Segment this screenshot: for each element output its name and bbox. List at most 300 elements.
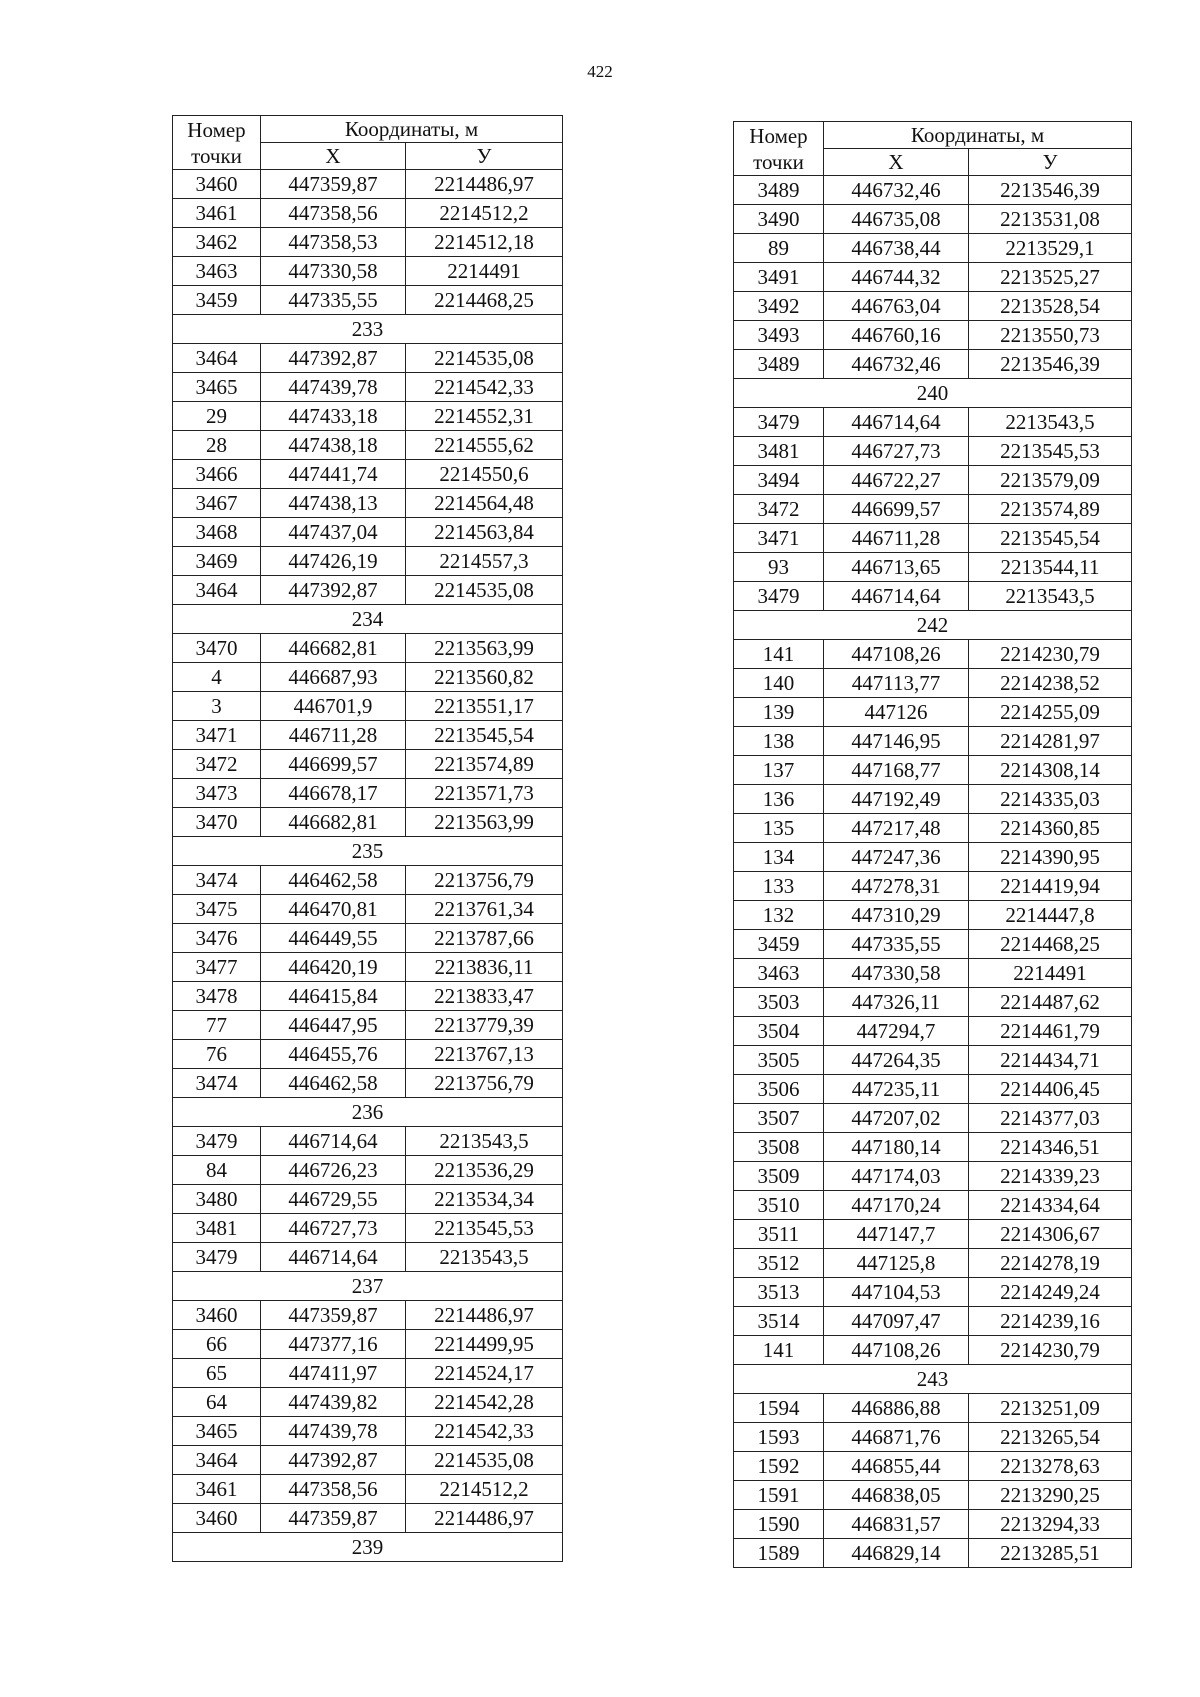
y-coordinate-cell: 2213571,73	[406, 779, 563, 808]
x-coordinate-cell: 447326,11	[824, 988, 969, 1017]
table-row	[734, 1075, 1132, 1104]
y-coordinate-cell: 2214512,18	[406, 228, 563, 257]
point-number-cell: 3474	[173, 866, 261, 895]
table-row	[734, 785, 1132, 814]
x-coordinate-cell: 447392,87	[261, 576, 406, 605]
x-coordinate-cell: 447358,53	[261, 228, 406, 257]
section-row	[173, 1272, 563, 1301]
x-coordinate-cell: 447108,26	[824, 1336, 969, 1365]
x-coordinate-cell: 446714,64	[824, 582, 969, 611]
y-coordinate-cell: 2214377,03	[969, 1104, 1132, 1133]
y-coordinate-cell: 2214550,6	[406, 460, 563, 489]
coordinates-table-left	[172, 115, 563, 1562]
y-coordinate-cell: 2214491	[406, 257, 563, 286]
page-number: 422	[587, 62, 613, 81]
x-coordinate-cell: 446726,23	[261, 1156, 406, 1185]
x-coordinate-cell: 447126	[824, 698, 969, 727]
point-number-cell: 3489	[734, 176, 824, 205]
x-coordinate-cell: 447192,49	[824, 785, 969, 814]
x-coordinate-cell: 447358,56	[261, 1475, 406, 1504]
y-coordinate-cell: 2214461,79	[969, 1017, 1132, 1046]
table-row	[734, 553, 1132, 582]
point-number-cell: 64	[173, 1388, 261, 1417]
point-number-cell: 132	[734, 901, 824, 930]
y-coordinate-cell: 2213756,79	[406, 866, 563, 895]
table-row	[173, 692, 563, 721]
x-coordinate-cell: 447294,7	[824, 1017, 969, 1046]
x-coordinate-cell: 446722,27	[824, 466, 969, 495]
table-row	[734, 1539, 1132, 1568]
point-number-cell: 136	[734, 785, 824, 814]
section-row	[173, 1533, 563, 1562]
y-coordinate-cell: 2213836,11	[406, 953, 563, 982]
y-coordinate-cell: 2214535,08	[406, 576, 563, 605]
y-coordinate-cell: 2214499,95	[406, 1330, 563, 1359]
table-row	[173, 344, 563, 373]
point-number-cell: 3463	[734, 959, 824, 988]
y-coordinate-cell: 2214346,51	[969, 1133, 1132, 1162]
y-coordinate-cell: 2213534,34	[406, 1185, 563, 1214]
y-coordinate-cell: 2214335,03	[969, 785, 1132, 814]
table-row	[173, 1504, 563, 1533]
x-coordinate-cell: 446744,32	[824, 263, 969, 292]
point-number-cell: 3504	[734, 1017, 824, 1046]
point-number-cell: 3471	[173, 721, 261, 750]
table-row	[734, 292, 1132, 321]
table-row	[734, 263, 1132, 292]
point-number-cell: 29	[173, 402, 261, 431]
y-coordinate-cell: 2213544,11	[969, 553, 1132, 582]
x-coordinate-cell: 447392,87	[261, 1446, 406, 1475]
table-row	[173, 924, 563, 953]
y-coordinate-cell: 2213833,47	[406, 982, 563, 1011]
table-row	[734, 669, 1132, 698]
point-number-cell: 3465	[173, 1417, 261, 1446]
section-row	[734, 611, 1132, 640]
point-number-cell: 3489	[734, 350, 824, 379]
x-coordinate-cell: 447108,26	[824, 640, 969, 669]
table-row	[173, 576, 563, 605]
table-row	[734, 1104, 1132, 1133]
table-row	[173, 1301, 563, 1330]
x-coordinate-cell: 447310,29	[824, 901, 969, 930]
y-column-header: У	[969, 149, 1132, 176]
section-number: 239	[173, 1533, 563, 1562]
table-row	[173, 1446, 563, 1475]
y-coordinate-cell: 2213525,27	[969, 263, 1132, 292]
x-coordinate-cell: 446701,9	[261, 692, 406, 721]
y-coordinate-cell: 2214360,85	[969, 814, 1132, 843]
table-row	[734, 1220, 1132, 1249]
x-coordinate-cell: 447235,11	[824, 1075, 969, 1104]
section-number: 234	[173, 605, 563, 634]
y-coordinate-cell: 2214552,31	[406, 402, 563, 431]
table-row	[734, 814, 1132, 843]
y-coordinate-cell: 2214468,25	[406, 286, 563, 315]
table-row	[173, 808, 563, 837]
point-number-cell: 3460	[173, 1504, 261, 1533]
point-number-cell: 89	[734, 234, 824, 263]
x-coordinate-cell: 446682,81	[261, 808, 406, 837]
x-coordinate-cell: 447180,14	[824, 1133, 969, 1162]
y-coordinate-cell: 2214535,08	[406, 1446, 563, 1475]
table-row	[734, 843, 1132, 872]
table-row	[734, 582, 1132, 611]
y-coordinate-cell: 2214230,79	[969, 640, 1132, 669]
y-coordinate-cell: 2213543,5	[969, 408, 1132, 437]
point-number-cell: 3472	[173, 750, 261, 779]
table-row	[734, 1307, 1132, 1336]
y-coordinate-cell: 2213574,89	[969, 495, 1132, 524]
table-row	[173, 663, 563, 692]
point-number-cell: 140	[734, 669, 824, 698]
x-coordinate-cell: 446713,65	[824, 553, 969, 582]
x-coordinate-cell: 446763,04	[824, 292, 969, 321]
x-coordinate-cell: 446760,16	[824, 321, 969, 350]
point-number-cell: 3513	[734, 1278, 824, 1307]
table-row	[173, 895, 563, 924]
point-number-cell: 84	[173, 1156, 261, 1185]
point-number-cell: 3490	[734, 205, 824, 234]
y-coordinate-cell: 2213563,99	[406, 634, 563, 663]
y-coordinate-cell: 2214563,84	[406, 518, 563, 547]
y-coordinate-cell: 2214535,08	[406, 344, 563, 373]
table-row	[173, 1214, 563, 1243]
y-coordinate-cell: 2213529,1	[969, 234, 1132, 263]
y-coordinate-cell: 2213563,99	[406, 808, 563, 837]
section-number: 237	[173, 1272, 563, 1301]
table-row	[734, 1278, 1132, 1307]
coordinates-table-right	[733, 121, 1132, 1568]
point-number-cell: 3470	[173, 808, 261, 837]
x-coordinate-cell: 446714,64	[261, 1243, 406, 1272]
point-number-cell: 3491	[734, 263, 824, 292]
x-coordinate-cell: 447147,7	[824, 1220, 969, 1249]
point-number-cell: 141	[734, 640, 824, 669]
table-row	[173, 518, 563, 547]
x-coordinate-cell: 446727,73	[824, 437, 969, 466]
x-coordinate-cell: 447097,47	[824, 1307, 969, 1336]
x-coordinate-cell: 446735,08	[824, 205, 969, 234]
y-coordinate-cell: 2214239,16	[969, 1307, 1132, 1336]
x-coordinate-cell: 447441,74	[261, 460, 406, 489]
y-coordinate-cell: 2214542,33	[406, 1417, 563, 1446]
table-row	[734, 959, 1132, 988]
point-number-cell: 3507	[734, 1104, 824, 1133]
section-row	[734, 379, 1132, 408]
point-number-cell: 3511	[734, 1220, 824, 1249]
y-coordinate-cell: 2213290,25	[969, 1481, 1132, 1510]
point-number-cell: 3461	[173, 1475, 261, 1504]
point-number-cell: 3506	[734, 1075, 824, 1104]
point-number-cell: 3505	[734, 1046, 824, 1075]
table-row	[734, 321, 1132, 350]
x-coordinate-cell: 446687,93	[261, 663, 406, 692]
point-number-cell: 137	[734, 756, 824, 785]
table-row	[173, 199, 563, 228]
point-number-cell: 3472	[734, 495, 824, 524]
y-coordinate-cell: 2213551,17	[406, 692, 563, 721]
x-column-header: X	[824, 149, 969, 176]
table-row	[173, 170, 563, 199]
table-row	[173, 1040, 563, 1069]
x-coordinate-cell: 446831,57	[824, 1510, 969, 1539]
point-number-cell: 133	[734, 872, 824, 901]
point-number-cell: 3466	[173, 460, 261, 489]
point-number-cell: 3508	[734, 1133, 824, 1162]
x-coordinate-cell: 446714,64	[261, 1127, 406, 1156]
x-coordinate-cell: 447411,97	[261, 1359, 406, 1388]
y-coordinate-cell: 2214255,09	[969, 698, 1132, 727]
point-number-cell: 3503	[734, 988, 824, 1017]
y-coordinate-cell: 2214512,2	[406, 199, 563, 228]
point-number-cell: 3479	[734, 582, 824, 611]
point-number-cell: 1594	[734, 1394, 824, 1423]
table-row	[734, 1133, 1132, 1162]
section-row	[734, 1365, 1132, 1394]
y-coordinate-cell: 2213543,5	[406, 1243, 563, 1272]
x-coordinate-cell: 446678,17	[261, 779, 406, 808]
point-number-cell: 135	[734, 814, 824, 843]
y-coordinate-cell: 2214486,97	[406, 1301, 563, 1330]
y-coordinate-cell: 2214334,64	[969, 1191, 1132, 1220]
table-row	[173, 1417, 563, 1446]
y-coordinate-cell: 2214419,94	[969, 872, 1132, 901]
point-number-cell: 3471	[734, 524, 824, 553]
y-column-header: У	[406, 143, 563, 170]
table-row	[173, 547, 563, 576]
x-coordinate-cell: 446699,57	[261, 750, 406, 779]
section-row	[173, 605, 563, 634]
point-number-header: Номер точки	[173, 116, 261, 170]
x-coordinate-cell: 447437,04	[261, 518, 406, 547]
y-coordinate-cell: 2214281,97	[969, 727, 1132, 756]
table-row	[173, 286, 563, 315]
y-coordinate-cell: 2214542,28	[406, 1388, 563, 1417]
x-coordinate-cell: 446447,95	[261, 1011, 406, 1040]
point-number-cell: 3459	[173, 286, 261, 315]
y-coordinate-cell: 2214434,71	[969, 1046, 1132, 1075]
table-row	[173, 953, 563, 982]
x-coordinate-cell: 446871,76	[824, 1423, 969, 1452]
y-coordinate-cell: 2213767,13	[406, 1040, 563, 1069]
x-coordinate-cell: 447217,48	[824, 814, 969, 843]
x-coordinate-cell: 446714,64	[824, 408, 969, 437]
point-number-cell: 3469	[173, 547, 261, 576]
point-number-cell: 3460	[173, 1301, 261, 1330]
x-coordinate-cell: 447146,95	[824, 727, 969, 756]
point-number-cell: 1590	[734, 1510, 824, 1539]
table-row	[173, 1330, 563, 1359]
x-coordinate-cell: 447359,87	[261, 1301, 406, 1330]
y-coordinate-cell: 2213550,73	[969, 321, 1132, 350]
table-row	[173, 402, 563, 431]
point-number-cell: 3514	[734, 1307, 824, 1336]
y-coordinate-cell: 2213779,39	[406, 1011, 563, 1040]
y-coordinate-cell: 2214491	[969, 959, 1132, 988]
x-coordinate-cell: 447439,78	[261, 373, 406, 402]
table-row	[734, 1046, 1132, 1075]
y-coordinate-cell: 2213545,53	[969, 437, 1132, 466]
x-coordinate-cell: 447439,82	[261, 1388, 406, 1417]
section-number: 242	[734, 611, 1132, 640]
point-number-cell: 3459	[734, 930, 824, 959]
y-coordinate-cell: 2213574,89	[406, 750, 563, 779]
point-number-cell: 3463	[173, 257, 261, 286]
x-coordinate-cell: 446732,46	[824, 350, 969, 379]
table-row	[173, 779, 563, 808]
coordinates-header: Координаты, м	[261, 116, 563, 143]
y-coordinate-cell: 2214390,95	[969, 843, 1132, 872]
x-coordinate-cell: 447125,8	[824, 1249, 969, 1278]
point-number-cell: 4	[173, 663, 261, 692]
section-row	[173, 1098, 563, 1127]
table-row	[173, 1185, 563, 1214]
point-number-cell: 3479	[173, 1127, 261, 1156]
y-coordinate-cell: 2214486,97	[406, 1504, 563, 1533]
y-coordinate-cell: 2213545,54	[969, 524, 1132, 553]
point-number-cell: 65	[173, 1359, 261, 1388]
table-row	[734, 988, 1132, 1017]
table-row	[734, 350, 1132, 379]
y-coordinate-cell: 2214524,17	[406, 1359, 563, 1388]
y-coordinate-cell: 2214542,33	[406, 373, 563, 402]
table-row	[734, 1510, 1132, 1539]
x-coordinate-cell: 447433,18	[261, 402, 406, 431]
table-row	[734, 1191, 1132, 1220]
point-number-cell: 3510	[734, 1191, 824, 1220]
table-row	[734, 901, 1132, 930]
table-row	[173, 866, 563, 895]
point-number-cell: 28	[173, 431, 261, 460]
y-coordinate-cell: 2213543,5	[406, 1127, 563, 1156]
y-coordinate-cell: 2214564,48	[406, 489, 563, 518]
y-coordinate-cell: 2213560,82	[406, 663, 563, 692]
section-number: 233	[173, 315, 563, 344]
point-number-cell: 3473	[173, 779, 261, 808]
point-number-cell: 77	[173, 1011, 261, 1040]
x-coordinate-cell: 446462,58	[261, 1069, 406, 1098]
point-number-cell: 139	[734, 698, 824, 727]
table-row	[734, 872, 1132, 901]
point-number-cell: 3509	[734, 1162, 824, 1191]
point-number-cell: 3464	[173, 1446, 261, 1475]
table-row	[734, 234, 1132, 263]
x-coordinate-cell: 446470,81	[261, 895, 406, 924]
table-row	[734, 1481, 1132, 1510]
section-number: 235	[173, 837, 563, 866]
y-coordinate-cell: 2214238,52	[969, 669, 1132, 698]
point-number-cell: 141	[734, 1336, 824, 1365]
table-row	[734, 1423, 1132, 1452]
y-coordinate-cell: 2213545,53	[406, 1214, 563, 1243]
table-row	[734, 176, 1132, 205]
table-row	[173, 373, 563, 402]
x-coordinate-cell: 446727,73	[261, 1214, 406, 1243]
x-coordinate-cell: 446455,76	[261, 1040, 406, 1069]
point-number-cell: 66	[173, 1330, 261, 1359]
y-coordinate-cell: 2214468,25	[969, 930, 1132, 959]
x-coordinate-cell: 447278,31	[824, 872, 969, 901]
y-coordinate-cell: 2213787,66	[406, 924, 563, 953]
y-coordinate-cell: 2214406,45	[969, 1075, 1132, 1104]
x-coordinate-cell: 447377,16	[261, 1330, 406, 1359]
y-coordinate-cell: 2214512,2	[406, 1475, 563, 1504]
y-coordinate-cell: 2213536,29	[406, 1156, 563, 1185]
x-coordinate-cell: 447170,24	[824, 1191, 969, 1220]
x-coordinate-cell: 446829,14	[824, 1539, 969, 1568]
table-row	[734, 727, 1132, 756]
x-coordinate-cell: 447104,53	[824, 1278, 969, 1307]
table-row	[173, 257, 563, 286]
table-row	[173, 634, 563, 663]
x-coordinate-cell: 447426,19	[261, 547, 406, 576]
table-row	[173, 489, 563, 518]
point-number-cell: 3474	[173, 1069, 261, 1098]
point-number-cell: 1592	[734, 1452, 824, 1481]
x-coordinate-cell: 447207,02	[824, 1104, 969, 1133]
table-row	[173, 721, 563, 750]
section-number: 240	[734, 379, 1132, 408]
point-number-cell: 3476	[173, 924, 261, 953]
table-row	[734, 756, 1132, 785]
table-row	[734, 1336, 1132, 1365]
point-number-cell: 3470	[173, 634, 261, 663]
table-row	[173, 1156, 563, 1185]
table-row	[173, 750, 563, 779]
x-coordinate-cell: 447392,87	[261, 344, 406, 373]
point-number-cell: 3493	[734, 321, 824, 350]
table-row	[173, 431, 563, 460]
y-coordinate-cell: 2213251,09	[969, 1394, 1132, 1423]
x-coordinate-cell: 447247,36	[824, 843, 969, 872]
x-coordinate-cell: 447335,55	[824, 930, 969, 959]
x-coordinate-cell: 446732,46	[824, 176, 969, 205]
y-coordinate-cell: 2214487,62	[969, 988, 1132, 1017]
point-number-cell: 76	[173, 1040, 261, 1069]
y-coordinate-cell: 2213543,5	[969, 582, 1132, 611]
coordinates-header: Координаты, м	[824, 122, 1132, 149]
y-coordinate-cell: 2214278,19	[969, 1249, 1132, 1278]
table-row	[173, 460, 563, 489]
y-coordinate-cell: 2214447,8	[969, 901, 1132, 930]
y-coordinate-cell: 2214555,62	[406, 431, 563, 460]
x-coordinate-cell: 447264,35	[824, 1046, 969, 1075]
x-coordinate-cell: 446682,81	[261, 634, 406, 663]
x-coordinate-cell: 446738,44	[824, 234, 969, 263]
point-number-cell: 3462	[173, 228, 261, 257]
x-coordinate-cell: 447174,03	[824, 1162, 969, 1191]
x-coordinate-cell: 446415,84	[261, 982, 406, 1011]
x-coordinate-cell: 447168,77	[824, 756, 969, 785]
point-number-cell: 3492	[734, 292, 824, 321]
x-coordinate-cell: 446449,55	[261, 924, 406, 953]
x-coordinate-cell: 447330,58	[824, 959, 969, 988]
y-coordinate-cell: 2214230,79	[969, 1336, 1132, 1365]
point-number-cell: 3461	[173, 199, 261, 228]
point-number-cell: 3479	[734, 408, 824, 437]
x-coordinate-cell: 446420,19	[261, 953, 406, 982]
table-row	[173, 1475, 563, 1504]
y-coordinate-cell: 2214306,67	[969, 1220, 1132, 1249]
table-row	[734, 466, 1132, 495]
point-number-cell: 3468	[173, 518, 261, 547]
y-coordinate-cell: 2213265,54	[969, 1423, 1132, 1452]
x-coordinate-cell: 447330,58	[261, 257, 406, 286]
table-row	[734, 495, 1132, 524]
point-number-cell: 93	[734, 553, 824, 582]
table-row	[734, 1162, 1132, 1191]
